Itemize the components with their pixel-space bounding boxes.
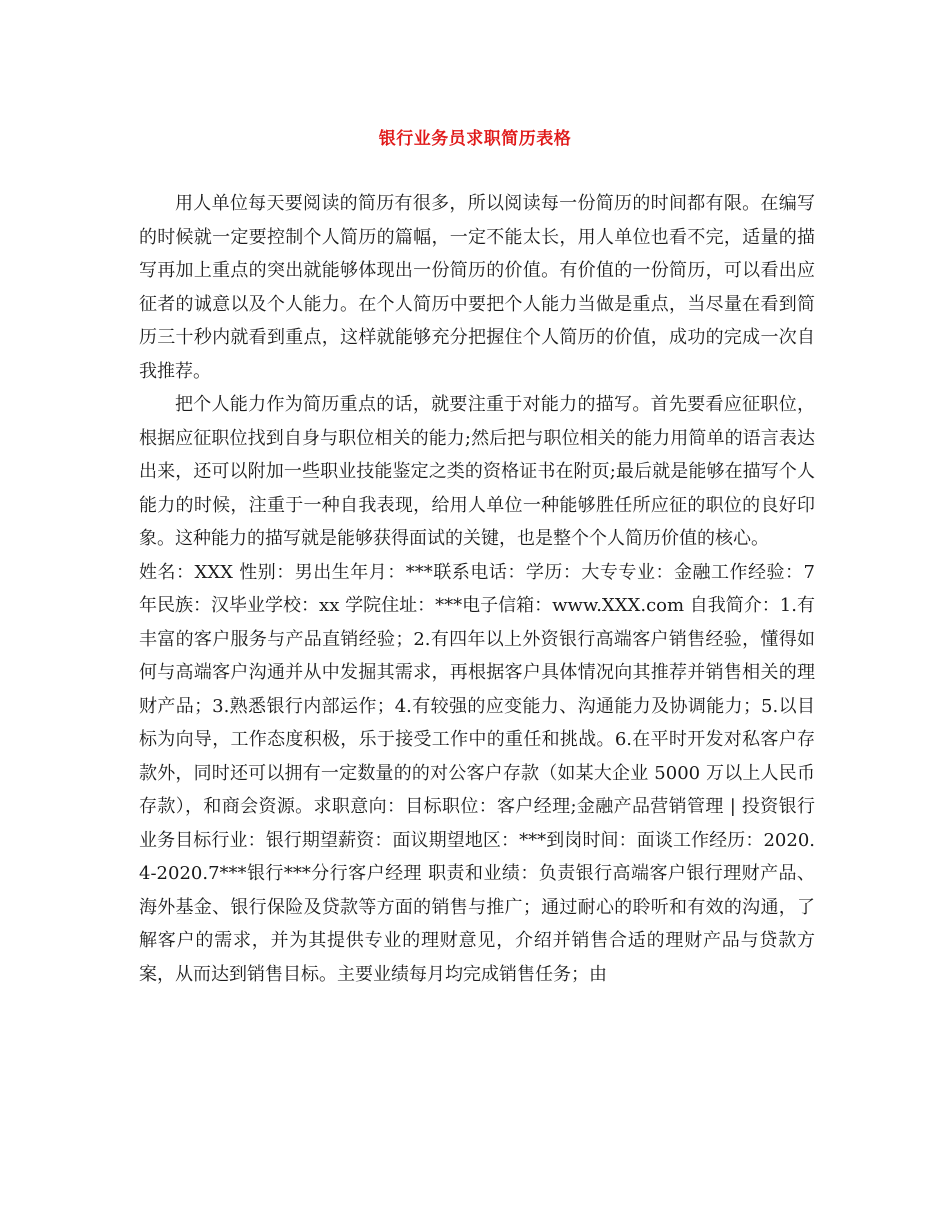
document-title: 银行业务员求职简历表格: [378, 129, 572, 149]
document-body: [139, 187, 815, 991]
intro-paragraph: 用人单位每天要阅读的简历有很多，所以阅读每一份简历的时间都有限。在编写的时候就一定要控制个人简历的篇幅，一定不能太长，用人单位也看不完，适量的描写再加上重点的突出就能够体现出一份简历的价值。有价值的一份简历，可以看出应征者的诚意以及个人能力。在个人简历中要把个人能力当做是重点，当尽量在看到简历三十秒内就看到重点，这样就能够充分把握住个人简历的价值，成功的完成一次自我推荐。: [139, 193, 815, 382]
resume-details-paragraph: 姓名：XXX 性别：男出生年月：***联系电话：学历：大专专业：金融工作经验：7年民族：汉毕业学校：xx 学院住址：***电子信箱：www.XXX.com 自我简介：1.有丰富的客户服务与产品直销经验；2.有四年以上外资银行高端客户销售经验，懂得如何与高端客户沟通并从中发掘其需求，再根据客户具体情况向其推荐并销售相关的理财产品；3.熟悉银行内部运作；4.有较强的应变能力、沟通能力及协调能力；5.以目标为向导，工作态度积极，乐于接受工作中的重任和挑战。6.在平时开发对私客户存款外，同时还可以拥有一定数量的的对公客户存款（如某大企业 5000 万以上人民币存款），和商会资源。求职意向：目标职位：客户经理;金融产品营销管理 | 投资银行业务目标行业：银行期望薪资：面议期望地区：***到岗时间：面谈工作经历：2020.4-2020.7***银行***分行客户经理 职责和业绩：负责银行高端客户银行理财产品、海外基金、银行保险及贷款等方面的销售与推广；通过耐心的聆听和有效的沟通，了解客户的需求，并为其提供专业的理财意见，介绍并销售合适的理财产品与贷款方案，从而达到销售目标。主要业绩每月均完成销售任务；由: [139, 561, 815, 985]
ability-paragraph: 把个人能力作为简历重点的话，就要注重于对能力的描写。首先要看应征职位，根据应征职位找到自身与职位相关的能力;然后把与职位相关的能力用简单的语言表达出来，还可以附加一些职业技能鉴定之类的资格证书在附页;最后就是能够在描写个人能力的时候，注重于一种自我表现，给用人单位一种能够胜任所应征的职位的良好印象。这种能力的描写就是能够获得面试的关键，也是整个个人简历价值的核心。: [139, 394, 815, 549]
